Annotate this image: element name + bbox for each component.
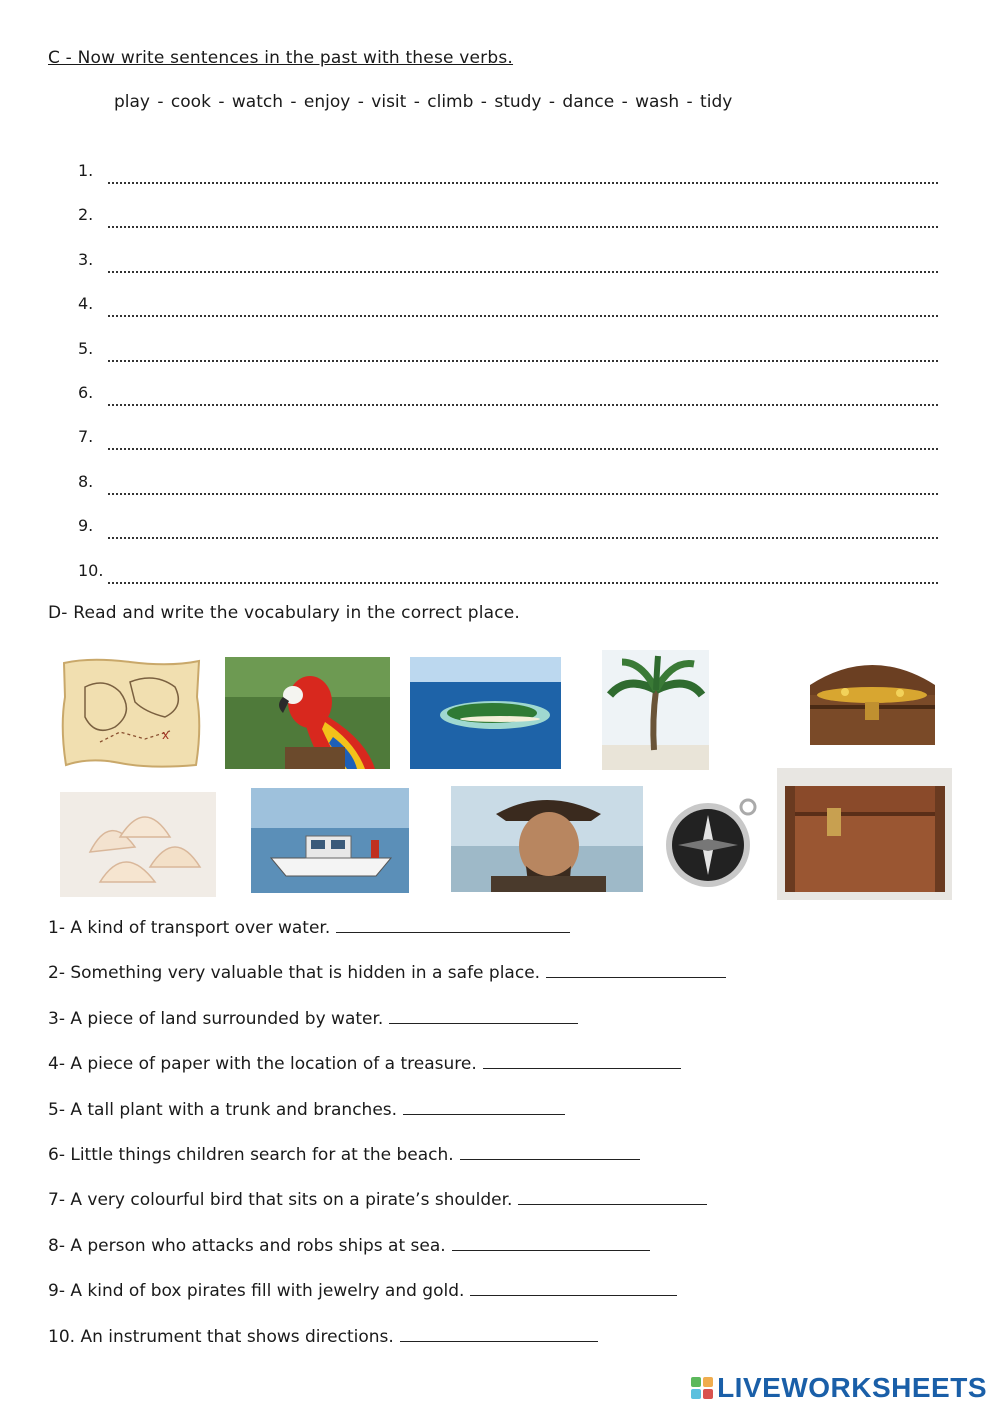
- question-row: [48, 1142, 948, 1187]
- answer-blank[interactable]: [518, 1190, 707, 1205]
- question-row: [48, 1097, 948, 1142]
- line-number: 4.: [78, 294, 94, 314]
- sentence-line[interactable]: [78, 426, 938, 470]
- question-text: 9- A kind of box pirates fill with jewelry and gold.: [48, 1281, 465, 1302]
- question-text: 7- A very colourful bird that sits on a pirate’s shoulder.: [48, 1190, 513, 1211]
- line-number: 7.: [78, 427, 94, 447]
- verb-list: play - cook - watch - enjoy - visit - climb - study - dance - wash - tidy: [114, 92, 733, 112]
- answer-blank[interactable]: [483, 1054, 681, 1069]
- logo-text: LIVEWORKSHEETS: [717, 1372, 987, 1403]
- sentence-line[interactable]: [78, 204, 938, 248]
- answer-blank[interactable]: [403, 1100, 565, 1115]
- svg-text:x: x: [162, 728, 170, 742]
- sentence-line[interactable]: [78, 560, 938, 604]
- question-text: 1- A kind of transport over water.: [48, 918, 331, 938]
- wooden-chest-picture: [777, 768, 952, 900]
- island-picture: [410, 657, 561, 769]
- compass-picture: [658, 795, 760, 890]
- sentence-line[interactable]: [78, 249, 938, 293]
- boat-picture: [251, 788, 409, 893]
- question-row: [48, 960, 948, 1005]
- question-text: 6- Little things children search for at the beach.: [48, 1144, 454, 1165]
- dotted-answer-line[interactable]: [108, 249, 938, 273]
- question-text: 5- A tall plant with a trunk and branches.: [48, 1099, 398, 1120]
- question-text: 2- Something very valuable that is hidden in a safe place.: [48, 963, 541, 984]
- sentence-line[interactable]: [78, 382, 938, 426]
- answer-blank[interactable]: [400, 1327, 598, 1342]
- dotted-answer-line[interactable]: [108, 382, 938, 406]
- line-number: 2.: [78, 205, 94, 225]
- line-number: 9.: [78, 516, 94, 536]
- question-text: 8- A person who attacks and robs ships at sea.: [48, 1235, 446, 1256]
- question-text: 10. An instrument that shows directions.: [48, 1326, 394, 1347]
- sentence-line[interactable]: [78, 160, 938, 204]
- line-number: 5.: [78, 338, 94, 358]
- question-row: [48, 1278, 948, 1323]
- dotted-answer-line[interactable]: [108, 338, 938, 362]
- answer-blank[interactable]: [452, 1236, 650, 1251]
- question-row: [48, 1051, 948, 1096]
- question-row: [48, 1324, 948, 1369]
- answer-blank[interactable]: [460, 1145, 640, 1160]
- question-text: 3- A piece of land surrounded by water.: [48, 1008, 384, 1029]
- question-row: [48, 1187, 948, 1232]
- logo-mark-icon: [691, 1377, 713, 1399]
- section-c-title: C - Now write sentences in the past with these verbs.: [48, 48, 514, 68]
- line-number: 3.: [78, 249, 94, 269]
- line-number: 8.: [78, 471, 94, 491]
- dotted-answer-line[interactable]: [108, 560, 938, 584]
- answer-blank[interactable]: [470, 1281, 677, 1296]
- sentence-lines: [78, 160, 938, 604]
- dotted-answer-line[interactable]: [108, 515, 938, 539]
- line-number: 6.: [78, 382, 94, 402]
- dotted-answer-line[interactable]: [108, 426, 938, 450]
- sentence-line[interactable]: [78, 293, 938, 337]
- sentence-line[interactable]: [78, 338, 938, 382]
- liveworksheets-logo: [691, 1372, 987, 1404]
- vocabulary-questions: [48, 915, 948, 1369]
- question-row: [48, 1006, 948, 1051]
- dotted-answer-line[interactable]: [108, 293, 938, 317]
- answer-blank[interactable]: [546, 963, 726, 978]
- treasure-chest-picture: [805, 650, 940, 750]
- question-text: 4- A piece of paper with the location of a treasure.: [48, 1054, 477, 1075]
- sentence-line[interactable]: [78, 515, 938, 559]
- line-number: 1.: [78, 161, 94, 180]
- line-number: 10.: [78, 560, 104, 580]
- answer-blank[interactable]: [336, 918, 570, 933]
- pirate-picture: [451, 786, 643, 892]
- question-row: [48, 915, 948, 960]
- palm-tree-picture: [602, 650, 709, 770]
- dotted-answer-line[interactable]: [108, 204, 938, 228]
- seashells-picture: [60, 792, 216, 897]
- answer-blank[interactable]: [389, 1009, 578, 1024]
- section-d-title: D- Read and write the vocabulary in the correct place.: [48, 603, 521, 623]
- dotted-answer-line[interactable]: [108, 471, 938, 495]
- treasure-map-picture: [60, 657, 203, 769]
- question-row: [48, 1233, 948, 1278]
- parrot-picture: [225, 657, 390, 769]
- dotted-answer-line[interactable]: [108, 160, 938, 184]
- sentence-line[interactable]: [78, 471, 938, 515]
